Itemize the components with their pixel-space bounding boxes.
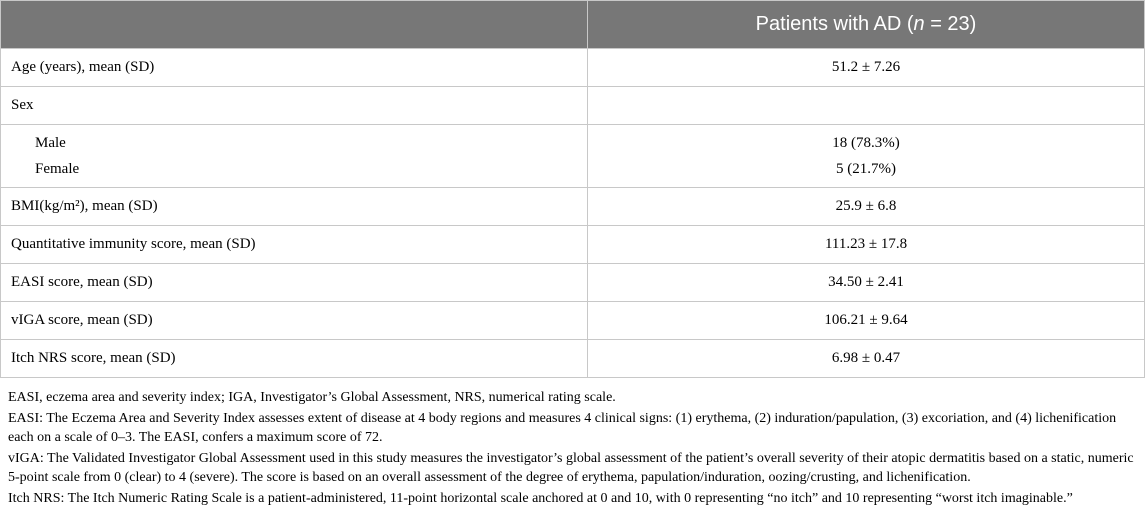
row-label: Age (years), mean (SD) <box>1 49 588 87</box>
row-label: Sex <box>1 87 588 125</box>
sex-male-value: 18 (78.3%) <box>832 135 900 151</box>
sex-female-label: Female <box>35 161 80 177</box>
row-label: EASI score, mean (SD) <box>1 264 588 302</box>
table-row <box>1 49 1145 87</box>
table-row <box>1 226 1145 264</box>
table-row <box>1 264 1145 302</box>
row-label: BMI(kg/m²), mean (SD) <box>1 188 588 226</box>
row-value: 6.98 ± 0.47 <box>588 340 1145 378</box>
table-row <box>1 188 1145 226</box>
sex-labels-cell <box>1 125 588 188</box>
row-label: vIGA score, mean (SD) <box>1 302 588 340</box>
table-footnotes <box>0 388 1143 510</box>
table-row <box>1 340 1145 378</box>
header-cell-blank <box>1 1 588 49</box>
row-value: 111.23 ± 17.8 <box>588 226 1145 264</box>
table-row <box>1 87 1145 125</box>
sex-values-cell <box>588 125 1145 188</box>
row-value: 34.50 ± 2.41 <box>588 264 1145 302</box>
row-value: 51.2 ± 7.26 <box>588 49 1145 87</box>
row-label: Itch NRS score, mean (SD) <box>1 340 588 378</box>
table-row <box>1 302 1145 340</box>
footnote-abbreviations: EASI, eczema area and severity index; IGA, Investigator’s Global Assessment, NRS, numerical rating scale. <box>8 390 616 405</box>
sex-male-label: Male <box>35 135 66 151</box>
footnote-itch-nrs: Itch NRS: The Itch Numeric Rating Scale is a patient-administered, 11-point horizontal scale anchored at 0 and 10, with 0 representing “no itch” and 10 representing “worst itch imaginable.” <box>8 491 1073 506</box>
row-label: Quantitative immunity score, mean (SD) <box>1 226 588 264</box>
footnote-viga: vIGA: The Validated Investigator Global Assessment used in this study measures the investigator’s global assessment of the patient’s overall severity of their atopic dermatitis based on a static, numeric 5-point scale from 0 (clear) to 4 (severe). The score is based on an overall assessment of the degree of erythema, papulation/induration, oozing/crusting, and lichenification. <box>8 451 1134 485</box>
row-value: 106.21 ± 9.64 <box>588 302 1145 340</box>
footnote-easi: EASI: The Eczema Area and Severity Index assesses extent of disease at 4 body regions and measures 4 clinical signs: (1) erythema, (2) induration/papulation, (3) excoriation, and (4) lichenification each on a scale of 0–3. The EASI, confers a maximum score of 72. <box>8 411 1117 445</box>
header-cell-patients: Patients with AD (n = 23) <box>588 1 1145 49</box>
table-header-row <box>1 1 1145 49</box>
row-value: 25.9 ± 6.8 <box>588 188 1145 226</box>
table-row-sex-breakdown <box>1 125 1145 188</box>
row-value <box>588 87 1145 125</box>
sex-female-value: 5 (21.7%) <box>836 161 897 177</box>
